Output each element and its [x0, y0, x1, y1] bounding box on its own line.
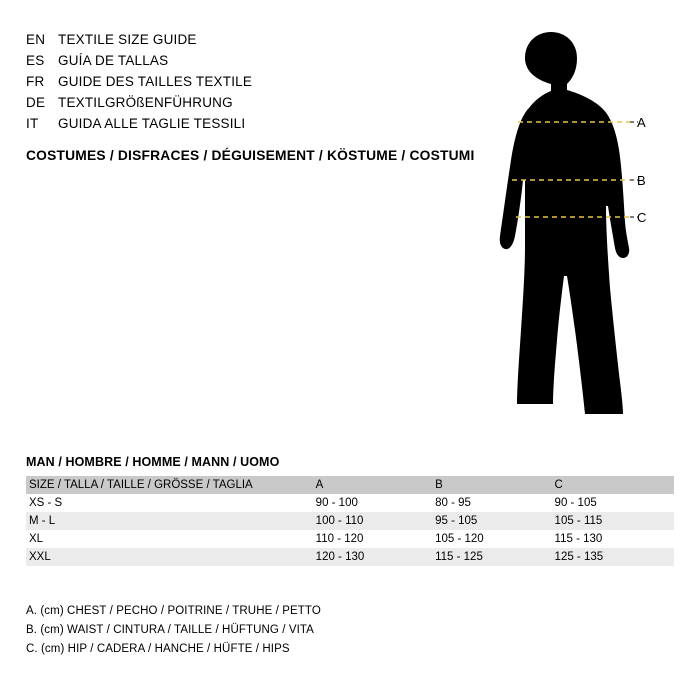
cell-size: XXL: [29, 551, 51, 563]
language-title: TEXTILGRÖßENFÜHRUNG: [58, 95, 233, 110]
cell-a: 110 - 120: [315, 533, 364, 545]
column-header-b: B: [435, 479, 443, 491]
cell-size: XL: [29, 533, 44, 545]
silhouette-icon: [470, 20, 690, 440]
measure-label-b: B: [637, 173, 646, 188]
language-row: [26, 95, 496, 116]
measure-label-a: A: [637, 115, 646, 130]
measurement-legend: [26, 602, 321, 659]
legend-item-a: A. (cm) CHEST / PECHO / POITRINE / TRUHE / PETTO: [26, 605, 321, 617]
language-title: TEXTILE SIZE GUIDE: [58, 32, 197, 47]
language-row: [26, 116, 496, 137]
size-table: [26, 476, 674, 566]
cell-a: 120 - 130: [315, 551, 365, 563]
language-title: GUIDA ALLE TAGLIE TESSILI: [58, 116, 246, 131]
cell-b: 105 - 120: [435, 533, 484, 545]
cell-a: 90 - 100: [315, 497, 358, 509]
table-head: [26, 476, 674, 494]
cell-a: 100 - 110: [315, 515, 364, 527]
language-row: [26, 74, 496, 95]
language-list: [26, 32, 496, 137]
table-body: [26, 494, 674, 566]
category-heading: COSTUMES / DISFRACES / DÉGUISEMENT / KÖSTUME / COSTUMI: [26, 148, 475, 163]
table-title: MAN / HOMBRE / HOMME / MANN / UOMO: [26, 455, 280, 469]
language-code: IT: [26, 116, 39, 131]
table-header-row: [26, 476, 674, 494]
legend-item-c: C. (cm) HIP / CADERA / HANCHE / HÜFTE / HIPS: [26, 643, 290, 655]
language-code: ES: [26, 53, 45, 68]
table-row: [26, 530, 674, 548]
cell-c: 90 - 105: [554, 497, 597, 509]
table-row: [26, 512, 674, 530]
column-header-c: C: [554, 479, 563, 491]
table-row: [26, 494, 674, 512]
language-title: GUIDE DES TAILLES TEXTILE: [58, 74, 253, 89]
language-title: GUÍA DE TALLAS: [58, 53, 169, 68]
language-code: DE: [26, 95, 46, 110]
body-figure: [470, 20, 690, 440]
measure-label-c: C: [637, 210, 647, 225]
column-header-size: SIZE / TALLA / TAILLE / GRÖSSE / TAGLIA: [29, 479, 253, 491]
language-row: [26, 53, 496, 74]
cell-size: M - L: [29, 515, 56, 527]
cell-b: 80 - 95: [435, 497, 471, 509]
cell-b: 115 - 125: [435, 551, 483, 563]
language-code: FR: [26, 74, 45, 89]
legend-item-b: B. (cm) WAIST / CINTURA / TAILLE / HÜFTUNG / VITA: [26, 624, 314, 636]
size-table-section: [26, 455, 674, 566]
cell-c: 125 - 135: [554, 551, 604, 563]
cell-size: XS - S: [29, 497, 63, 509]
table-row: [26, 548, 674, 566]
cell-c: 115 - 130: [554, 533, 603, 545]
cell-c: 105 - 115: [554, 515, 603, 527]
column-header-a: A: [315, 479, 324, 491]
language-code: EN: [26, 32, 46, 47]
cell-b: 95 - 105: [435, 515, 478, 527]
language-row: [26, 32, 496, 53]
